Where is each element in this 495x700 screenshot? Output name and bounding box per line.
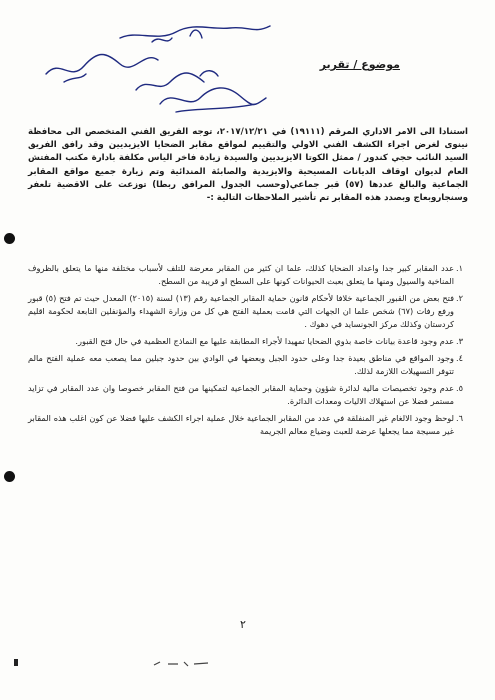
list-item <box>28 292 468 331</box>
scan-mark <box>150 656 220 670</box>
list-item <box>28 412 468 438</box>
item-text: فتح بعض من القبور الجماعية خلافا لأحكام قانون حماية المقابر الجماعية رقم (١٣) لسنة (٢٠١٥) المعدل حيث تم فتح (٥) قبور ورفع رفات (٦٧) شخص علما ان الجهات التي قامت بعملية الفتح هي كل من وزارة الشهداء والمؤنفلين التابعة لحكومة اقليم كردستان وكذلك مركز الجونسايد في دهوك . <box>28 293 455 329</box>
item-text: عدم وجود قاعدة بيانات خاصة بذوي الضحايا تمهيدا لأجراء المطابقة عليها مع النماذج العظمية في حال فتح القبور. <box>75 336 454 346</box>
punch-hole <box>4 471 15 482</box>
item-text: عدد المقابر كبير جدا واعداد الضحايا كذلك، علما ان كثير من المقابر معرضة للتلف لأسباب مختلفة منها ما يتعلق بالظروف المناخية والسيول ومنها ما يتعلق بعبث الحيوانات كونها على السطح او قريبة من السطح. <box>28 263 454 286</box>
item-number: ٥. <box>456 383 464 393</box>
intro-paragraph: استنادا الى الامر الاداري المرقم (١٩١١١) في ٢٠١٧/١٢/٢١، توجه الفريق الفني المتخصص الى محافظة نينوى لغرض اجراء الكشف الفني الاولي والتقييم لمواقع مقابر الضحايا الايزيديين وقد رافق الفريق السيد النائب حجي كندور / ممثل الكوتا الايزيديين والسيدة زيادة فاخر الياس مكلفة بادارة مكتب المفتش العام لديوان اوقاف الديانات المسيحية والايزيدية والصابئة المندائية وتم زيارة جميع مواقع المقابر الجماعية والبالغ عددها (٥٧) قبر جماعي(وحسب الجدول المرافق ربطا) توزعت على الاقضية تلعفر وسنجاروبعاج وبصدد هذه المقابر تم تأشير الملاحظات التالية :- <box>28 127 468 204</box>
handwritten-annotation <box>40 12 280 122</box>
scan-mark <box>14 659 18 666</box>
item-number: ١. <box>456 263 464 273</box>
page-number: ٢ <box>240 618 246 631</box>
document-subject: موضوع / تقرير <box>319 58 400 71</box>
item-number: ٤. <box>456 353 464 363</box>
punch-hole <box>4 233 15 244</box>
list-item <box>28 335 468 348</box>
item-text: عدم وجود تخصيصات مالية لدائرة شؤون وحماية المقابر الجماعية لتمكينها من فتح المقابر خصوصا وان عدد المقابر في تزايد مستمر فضلا عن استهلاك الاليات ومعدات الدائرة. <box>28 383 454 406</box>
list-item <box>28 382 468 408</box>
list-item <box>28 352 468 378</box>
item-number: ٦. <box>456 413 464 423</box>
observations-list <box>28 262 468 442</box>
list-item <box>28 262 468 288</box>
item-number: ٢. <box>456 293 464 303</box>
item-text: لوحظ وجود الالغام غير المنفلقة في عدد من المقابر الجماعية خلال عملية اجراء الكشف عليها فضلا عن كون اغلب هذه المقابر غير مسيجة مما يجعلها عرضة للعبث وضياع معالم الجريمة <box>28 413 454 436</box>
item-number: ٣. <box>456 336 464 346</box>
item-text: وجود المواقع في مناطق بعيدة جدا وعلى حدود الجبل وبعضها في الوادي بين حدود جبلين مما يصعب معه عملية الفتح مالم تتوفر التسهيلات اللازمة لذلك. <box>28 353 454 376</box>
